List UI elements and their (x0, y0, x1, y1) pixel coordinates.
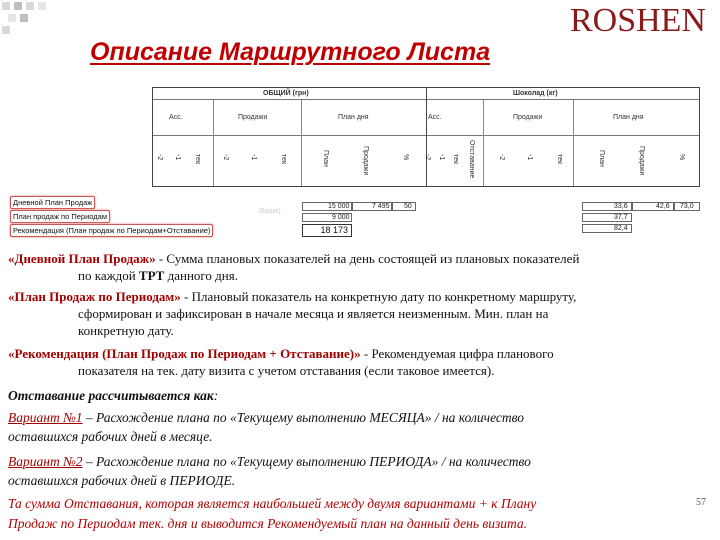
col-right-1: -1 (438, 154, 445, 161)
col-left-3: -2 (222, 154, 229, 161)
definition-recommendation (8, 345, 708, 379)
final-note-b: Продаж по Периодам тек. дня и выводится Рекомендуемый план на данный день визита. (8, 516, 528, 531)
col-right-0: -2 (424, 154, 431, 161)
period-plan-text-a: - Плановый показатель на конкретную дату по конкретному маршруту, (180, 289, 577, 304)
lag-heading-text: Отставание рассчитывается как (8, 388, 214, 403)
right-value-3: 37,7 (614, 214, 628, 221)
sub-left-0: Асс. (169, 114, 183, 121)
sub-left-2: План дня (338, 114, 369, 121)
lag-heading-colon: : (213, 388, 219, 403)
left-value-1: 7 495 (372, 203, 390, 210)
recommendation-text-a: - Рекомендуемая цифра планового (360, 346, 554, 361)
trt-label: ТРТ (138, 268, 165, 283)
col-left-5: тек (280, 154, 287, 165)
page-number: 57 (696, 497, 706, 508)
col-left-2: тек (194, 154, 201, 165)
row-label-daily-plan: Дневной План Продаж (10, 196, 95, 209)
col-left-1: -1 (174, 154, 181, 161)
left-value-2: 50 (404, 203, 412, 210)
col-left-8: % (402, 154, 409, 161)
col-left-4: -1 (250, 154, 257, 161)
col-right-6: тек (556, 154, 563, 165)
right-value-1: 42,6 (656, 203, 670, 210)
route-sheet-table (152, 87, 700, 187)
col-left-6: План (322, 150, 329, 167)
variant-1-text-a: – Расхождение плана по «Текущему выполнению МЕСЯЦА» / на количество (82, 410, 525, 425)
definition-daily-plan (8, 250, 708, 284)
final-note-a: Та сумма Отставания, которая является наибольшей между двумя вариантами + к Плану (8, 496, 537, 511)
right-value-0: 33,6 (614, 203, 628, 210)
col-right-8: Продажи (638, 146, 645, 176)
term-recommendation: «Рекомендация (План Продаж по Периодам + Отставание)» (8, 346, 361, 361)
daily-plan-text-c: данного дня. (164, 268, 238, 283)
sub-left-1: Продажи (238, 114, 268, 121)
right-value-4: 82,4 (614, 225, 628, 232)
roshen-logo: ROSHEN (569, 2, 706, 39)
col-right-2: тек (452, 154, 459, 165)
col-right-3: Отставание (468, 140, 475, 179)
right-value-2: 73,0 (680, 203, 694, 210)
group-right-header: Шоколад (кг) (513, 90, 558, 97)
group-left-header: ОБЩИЙ (грн) (263, 90, 309, 97)
variant-2-text-b: оставшихся рабочих дней в ПЕРИОДЕ. (8, 473, 236, 488)
variant-1 (8, 408, 708, 446)
recommendation-text-b: показателя на тек. дату визита с учетом отставания (если таковое имеется). (78, 363, 495, 378)
col-right-7: План (598, 150, 605, 167)
variant-2-text-a: – Расхождение плана по «Текущему выполнению ПЕРИОДА» / на количество (82, 454, 531, 469)
definition-period-plan (8, 288, 708, 339)
variant-2-label: Вариант №2 (8, 454, 83, 469)
sub-right-0: Асс. (428, 114, 442, 121)
period-plan-text-c: конкретную дату. (78, 323, 174, 338)
left-value-0: 15 000 (328, 203, 350, 210)
variant-1-label: Вариант №1 (8, 410, 83, 425)
lag-heading (8, 387, 708, 404)
row-label-period-plan: План продаж по Периодам (10, 210, 110, 223)
row-label-recommendation: Рекомендация (План продаж по Периодам+Отставание) (10, 224, 213, 237)
variant-1-text-b: оставшихся рабочих дней в месяце. (8, 429, 213, 444)
recommendation-value: 18 173 (302, 224, 352, 237)
col-left-0: -2 (156, 154, 163, 161)
row-labels (10, 196, 213, 238)
corner-decoration (0, 0, 80, 40)
ghost-text: (Ваше) (258, 208, 281, 215)
period-plan-text-b: сформирован и зафиксирован в начале месяца и является неизменным. Мин. план на (78, 306, 549, 321)
final-note (8, 494, 708, 534)
col-right-4: -2 (498, 154, 505, 161)
term-daily-plan: «Дневной План Продаж» (8, 251, 156, 266)
col-right-9: % (678, 154, 685, 161)
term-period-plan: «План Продаж по Периодам» (8, 289, 181, 304)
daily-plan-text-a: - Сумма плановых показателей на день состоящей из плановых показателей (155, 251, 580, 266)
col-left-7: Продажи (362, 146, 369, 176)
page-title: Описание Маршрутного Листа (90, 38, 491, 66)
daily-plan-text-b: по каждой (78, 268, 139, 283)
variant-2 (8, 452, 708, 490)
sub-right-1: Продажи (513, 114, 543, 121)
left-value-3: 9 000 (332, 214, 350, 221)
sub-right-2: План дня (613, 114, 644, 121)
col-right-5: -1 (526, 154, 533, 161)
